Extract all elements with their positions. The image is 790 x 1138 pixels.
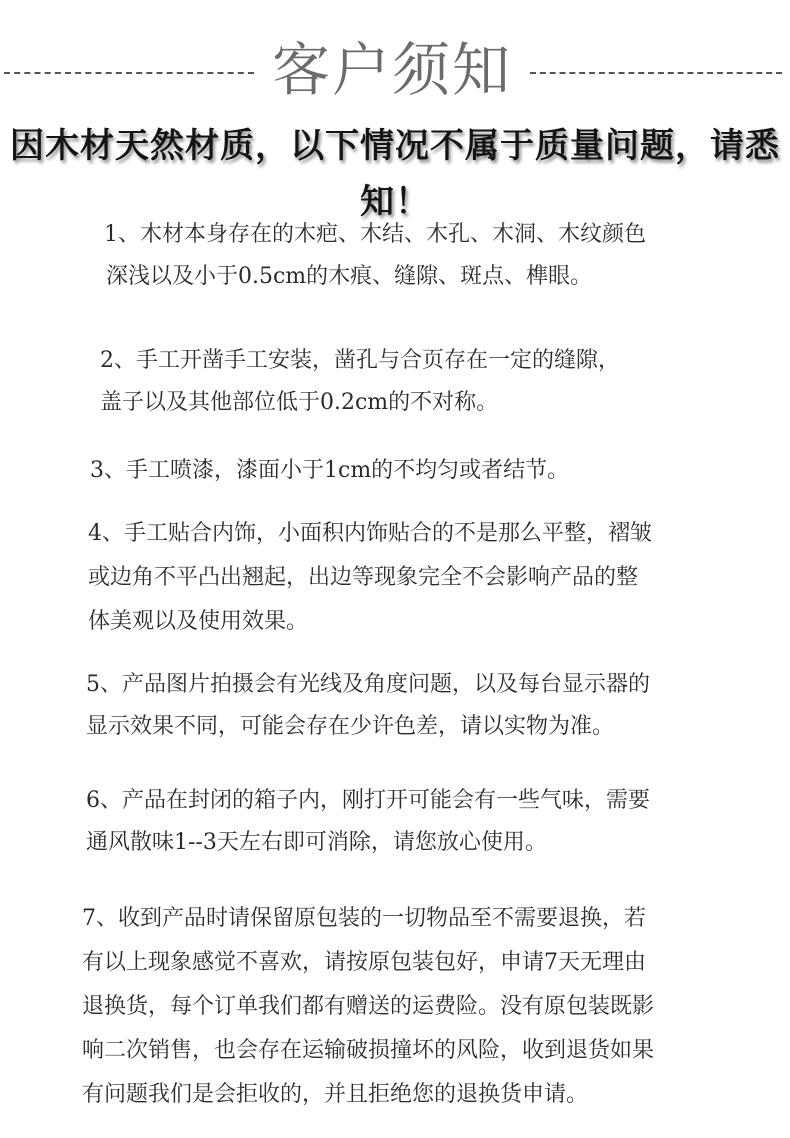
notice-item-2: [100, 340, 620, 424]
notice-line: 4、手工贴合内饰，小面积内饰贴合的不是那么平整，褶皱: [88, 521, 652, 546]
notice-line: 体美观以及使用效果。: [88, 609, 309, 634]
notice-line: 3、手工喷漆，漆面小于1cm的不均匀或者结节。: [90, 458, 570, 483]
notice-line: 6、产品在封闭的箱子内，刚打开可能会有一些气味，需要: [86, 788, 650, 813]
dashed-divider-right: [530, 72, 782, 74]
notice-item-5: [86, 664, 650, 748]
notice-item-6: [86, 780, 650, 864]
notice-item-4: [88, 512, 652, 644]
notice-line: 响二次销售，也会存在运输破损撞坏的风险，收到退货如果: [82, 1038, 655, 1063]
notice-line: 盖子以及其他部位低于0.2cm的不对称。: [100, 390, 499, 415]
notice-line: 通风散味1--3天左右即可消除，请您放心使用。: [86, 830, 547, 855]
page-title: 客户须知: [271, 36, 512, 104]
notice-subtitle: 因木材天然材质，以下情况不属于质量问题，请悉知！: [10, 126, 780, 222]
notice-item-1: [104, 214, 646, 298]
notice-line: 有以上现象感觉不喜欢，请按原包装包好，申请7天无理由: [82, 950, 646, 975]
header: [0, 30, 790, 110]
notice-line: 1、木材本身存在的木疤、木结、木孔、木洞、木纹颜色: [104, 222, 646, 247]
notice-line: 深浅以及小于0.5cm的木痕、缝隙、斑点、榫眼。: [106, 264, 593, 289]
dashed-divider-left: [4, 72, 254, 74]
notice-line: 7、收到产品时请保留原包装的一切物品至不需要退换，若: [82, 906, 646, 931]
notice-line: 有问题我们是会拒收的，并且拒绝您的退换货申请。: [82, 1082, 589, 1107]
notice-line: 或边角不平凸出翘起，出边等现象完全不会影响产品的整: [88, 565, 639, 590]
notice-item-7: [82, 897, 654, 1117]
notice-line: 退换货，每个订单我们都有赠送的运费险。没有原包装既影: [82, 994, 655, 1019]
notice-line: 显示效果不同，可能会存在少许色差，请以实物为准。: [86, 714, 615, 739]
notice-line: 2、手工开凿手工安装，凿孔与合页存在一定的缝隙，: [100, 348, 620, 373]
notice-item-3: [90, 450, 569, 492]
notice-line: 5、产品图片拍摄会有光线及角度问题，以及每台显示器的: [86, 672, 650, 697]
